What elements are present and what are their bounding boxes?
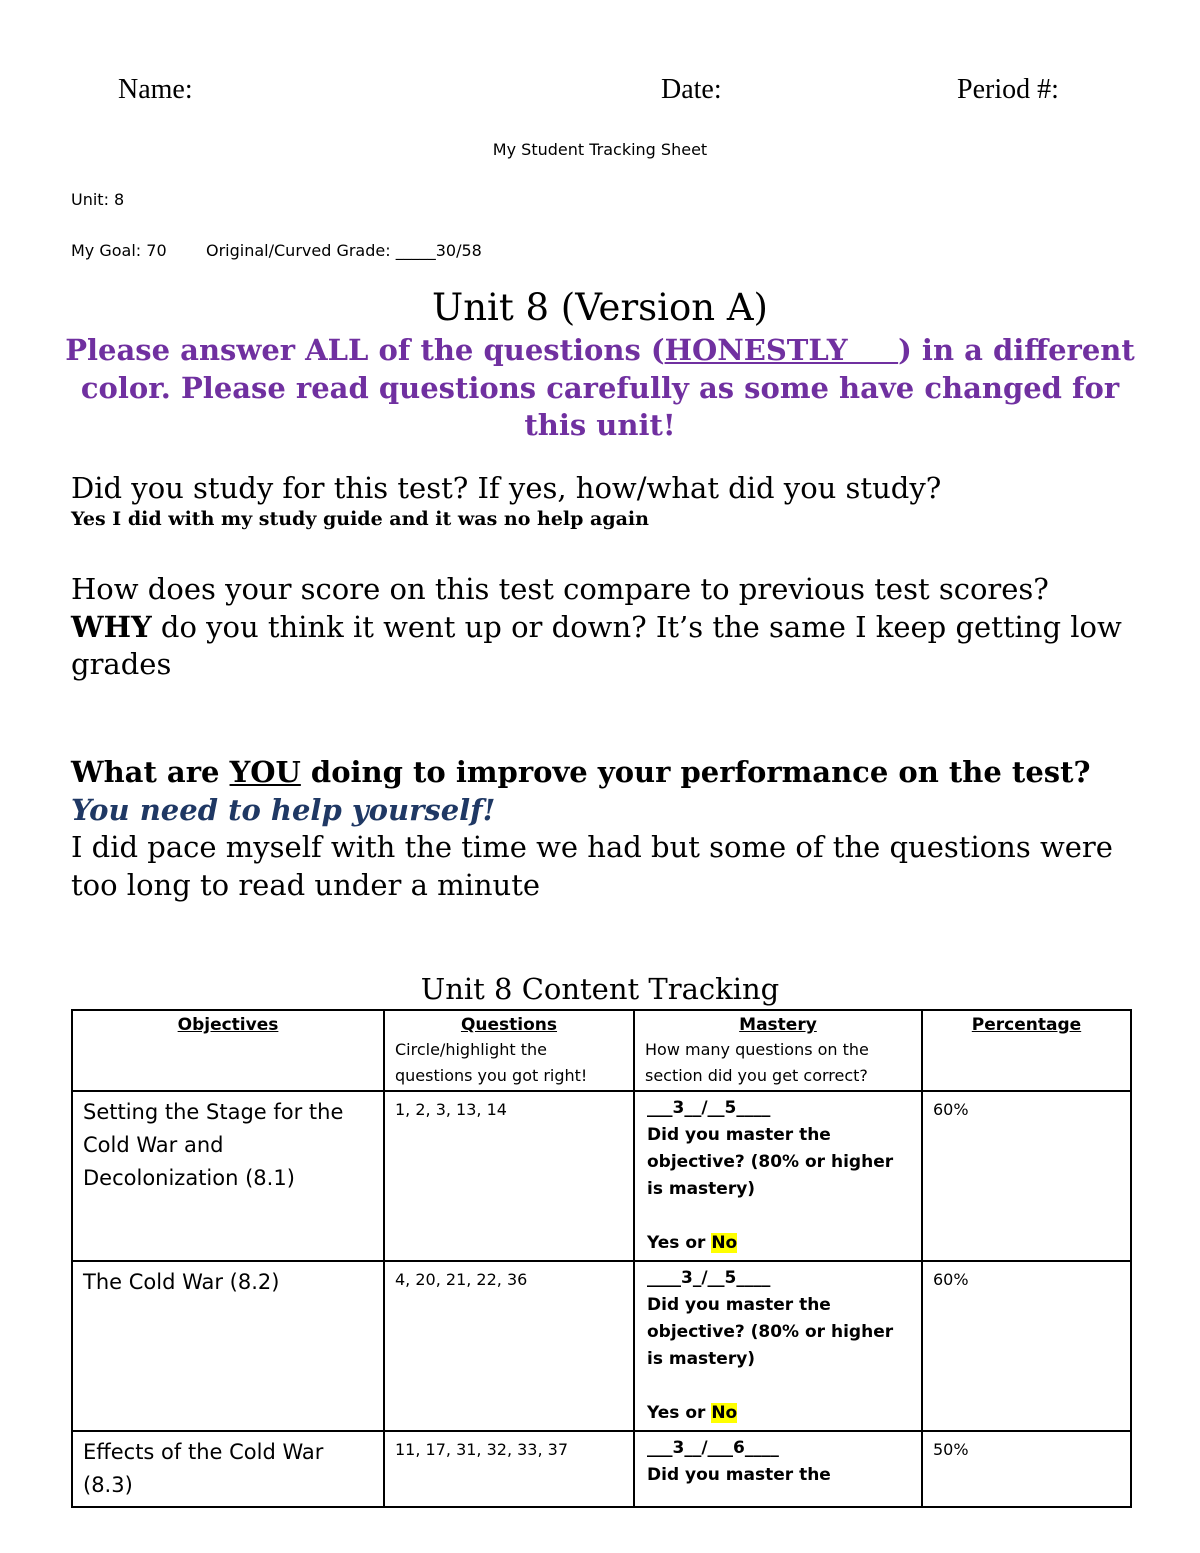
row-mastery	[635, 1432, 921, 1492]
q1-answer: Yes I did with my study guide and it was no help again	[71, 508, 649, 530]
q3-you: YOU	[229, 755, 301, 789]
row-score: ___3__/___6____	[647, 1438, 779, 1458]
instructions	[60, 332, 1140, 445]
row-objective: Setting the Stage for the Cold War and Decolonization (8.1)	[83, 1100, 344, 1190]
instructions-part1: Please answer ALL of the questions (	[65, 333, 665, 367]
q1-question: Did you study for this test? If yes, how/what did you study?	[71, 471, 942, 505]
no-highlight: No	[711, 1233, 738, 1253]
row-prompt: Did you master the	[647, 1465, 831, 1485]
row-percentage: 50%	[933, 1440, 969, 1459]
row-questions: 1, 2, 3, 13, 14	[395, 1100, 507, 1119]
q3-emphasis: You need to help yourself!	[71, 792, 496, 827]
header-mastery-sub: How many questions on the section did you get correct?	[645, 1040, 869, 1085]
row-percentage: 60%	[933, 1100, 969, 1119]
unit-line: Unit: 8	[71, 190, 125, 209]
date-label: Date:	[661, 74, 722, 105]
goal-line: My Goal: 70	[71, 241, 167, 260]
row-score: ___3__/__5____	[647, 1098, 771, 1118]
row-questions: 11, 17, 31, 32, 33, 37	[395, 1440, 569, 1459]
header-objectives: Objectives	[72, 1010, 384, 1091]
row-objective: The Cold War (8.2)	[83, 1270, 280, 1294]
q3-lead: What are	[71, 755, 230, 789]
q3-block	[71, 754, 1151, 904]
q2-question: How does your score on this test compare to previous test scores?	[71, 572, 1049, 606]
grade-line: Original/Curved Grade: _____30/58	[206, 241, 482, 260]
header-questions-sub: Circle/highlight the questions you got right!	[395, 1040, 588, 1085]
q2-block	[71, 571, 1151, 684]
row-percentage: 60%	[933, 1270, 969, 1289]
row-prompt: Did you master the objective? (80% or higher is mastery)	[647, 1125, 894, 1199]
row-objective: Effects of the Cold War (8.3)	[83, 1440, 324, 1497]
q2-why: WHY	[71, 609, 152, 644]
row-questions: 4, 20, 21, 22, 36	[395, 1270, 528, 1289]
unit-title: Unit 8 (Version A)	[432, 286, 768, 329]
table-row	[72, 1431, 1131, 1507]
q3-mid: doing to improve your performance on the test?	[300, 755, 1091, 789]
header-percentage: Percentage	[922, 1010, 1131, 1091]
no-highlight: No	[711, 1403, 738, 1423]
table-header-row	[72, 1010, 1131, 1091]
instructions-part2: ) in a different color. Please read questions carefully as some have changed for this unit!	[80, 333, 1135, 442]
row-yes-no: Yes or No	[647, 1233, 738, 1253]
period-label: Period #:	[957, 74, 1059, 105]
header-questions: Questions Circle/highlight the questions you got right!	[384, 1010, 634, 1091]
header-mastery: Mastery How many questions on the section did you get correct?	[634, 1010, 922, 1091]
table-row	[72, 1091, 1131, 1261]
row-mastery	[635, 1092, 921, 1260]
name-label: Name:	[118, 74, 193, 105]
row-score: ____3_/__5____	[647, 1268, 771, 1288]
table-title: Unit 8 Content Tracking	[420, 972, 780, 1006]
content-tracking-table	[71, 1009, 1132, 1508]
row-mastery	[635, 1262, 921, 1430]
row-prompt: Did you master the objective? (80% or higher is mastery)	[647, 1295, 894, 1369]
sheet-title: My Student Tracking Sheet	[492, 140, 708, 159]
q2-rest: do you think it went up or down? It’s the same I keep getting low grades	[71, 609, 1122, 681]
instructions-honestly: HONESTLY	[664, 333, 899, 367]
row-yes-no: Yes or No	[647, 1403, 738, 1423]
table-row	[72, 1261, 1131, 1431]
q3-answer: I did pace myself with the time we had but some of the questions were too long to read under a minute	[71, 830, 1113, 902]
